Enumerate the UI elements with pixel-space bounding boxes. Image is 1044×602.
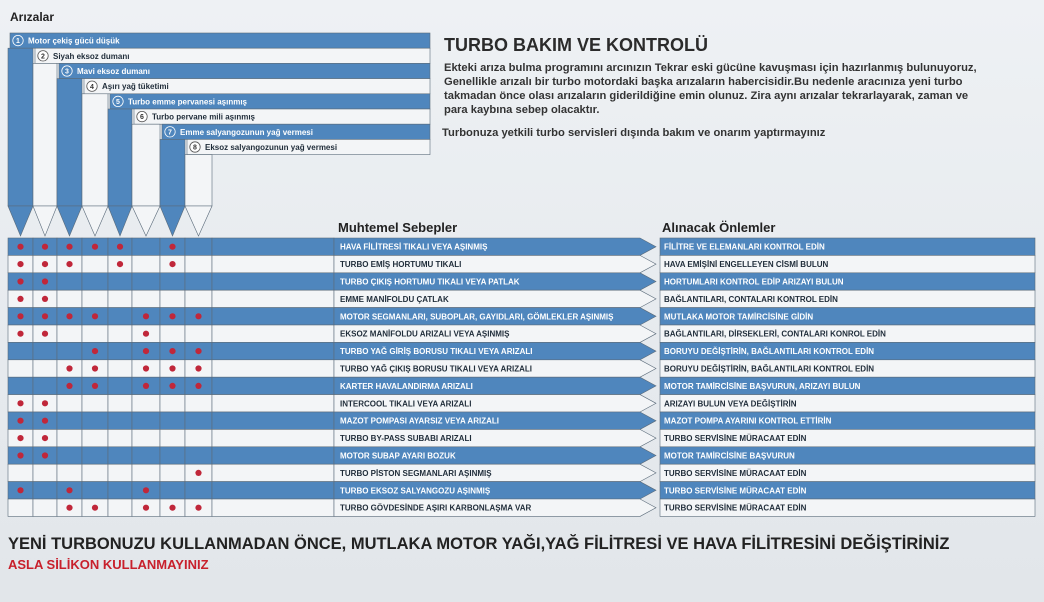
action-item [660, 395, 1035, 412]
fault-mark-dot [17, 278, 23, 284]
connector-bar [212, 377, 334, 394]
matrix-cell [160, 429, 185, 446]
cause-item [334, 464, 656, 481]
fault-mark-dot [195, 470, 201, 476]
fault-arrow [33, 206, 57, 236]
matrix-cell [33, 342, 57, 359]
fault-mark-dot [92, 244, 98, 250]
matrix-cell [132, 429, 160, 446]
fault-mark-dot [92, 348, 98, 354]
matrix-cell [82, 255, 108, 272]
fault-item [162, 124, 430, 139]
cause-label: TURBO BY-PASS SUBABI ARIZALI [340, 434, 472, 444]
matrix-cell [8, 377, 33, 394]
matrix-cell [160, 464, 185, 481]
matrix-cell [160, 290, 185, 307]
cause-label: EMME MANİFOLDU ÇATLAK [340, 294, 449, 304]
cause-label: MOTOR SUBAP AYARI BOZUK [340, 451, 456, 461]
fault-mark-dot [169, 313, 175, 319]
fault-item [134, 109, 430, 124]
fault-mark-dot [143, 348, 149, 354]
action-label: BAĞLANTILARI, DİRSEKLERİ, CONTALARI KONROL EDİN [664, 329, 886, 339]
cause-item [334, 412, 656, 429]
fault-mark-dot [42, 296, 48, 302]
connector-bar [212, 464, 334, 481]
action-item [660, 377, 1035, 394]
matrix-cell [82, 464, 108, 481]
matrix-cell [108, 342, 132, 359]
matrix-cell [160, 325, 185, 342]
fault-stem [108, 109, 132, 206]
action-item [660, 412, 1035, 429]
cause-item [334, 482, 656, 499]
matrix-cell [8, 342, 33, 359]
fault-mark-dot [66, 261, 72, 267]
actions-column [660, 238, 1035, 516]
fault-mark-dot [169, 383, 175, 389]
cause-item [334, 238, 656, 255]
action-item [660, 342, 1035, 359]
connector-bar [212, 429, 334, 446]
cause-item [334, 499, 656, 516]
cause-item [334, 342, 656, 359]
action-item [660, 360, 1035, 377]
fault-mark-dot [143, 505, 149, 511]
matrix-cell [185, 412, 212, 429]
description-line-2: Genellikle arızalı bir turbo motordaki başka arızaların habercisidir.Bu nedenle aracınıza yeni turbo [444, 76, 963, 88]
cause-item [334, 255, 656, 272]
fault-mark-dot [66, 383, 72, 389]
action-label: TURBO SERVİSİNE MÜRACAAT EDİN [664, 503, 807, 513]
fault-stem [33, 63, 57, 206]
matrix-cell [33, 464, 57, 481]
matrix-cell [160, 395, 185, 412]
matrix-cell [132, 273, 160, 290]
matrix-cell [57, 325, 82, 342]
connector-bar [212, 395, 334, 412]
matrix-cell [132, 412, 160, 429]
fault-mark-dot [17, 400, 23, 406]
matrix-row [8, 360, 334, 377]
matrix-cell [132, 447, 160, 464]
cause-item [334, 290, 656, 307]
action-label: HORTUMLARI KONTROL EDİP ARIZAYI BULUN [664, 277, 844, 287]
action-item [660, 273, 1035, 290]
matrix-row [8, 412, 334, 429]
matrix-row [8, 325, 334, 342]
connector-bar [212, 325, 334, 342]
fault-mark-dot [17, 331, 23, 337]
fault-mark-dot [66, 244, 72, 250]
connector-bar [212, 342, 334, 359]
matrix-cell [185, 325, 212, 342]
connector-bar [212, 308, 334, 325]
matrix-cell [108, 429, 132, 446]
fault-mark-dot [17, 487, 23, 493]
connector-bar [212, 482, 334, 499]
fault-mark-dot [195, 313, 201, 319]
matrix-cell [108, 447, 132, 464]
fault-mark-dot [42, 435, 48, 441]
matrix-row [8, 308, 334, 325]
fault-list [8, 33, 430, 236]
fault-mark-dot [17, 244, 23, 250]
fault-mark-dot [143, 331, 149, 337]
fault-mark-dot [195, 348, 201, 354]
matrix-cell [185, 255, 212, 272]
cause-label: HAVA FİLİTRESİ TIKALI VEYA AŞINMIŞ [340, 242, 488, 252]
cause-label: TURBO GÖVDESİNDE AŞIRI KARBONLAŞMA VAR [340, 503, 532, 513]
action-item [660, 325, 1035, 342]
fault-stem [57, 79, 82, 206]
fault-mark-dot [169, 261, 175, 267]
fault-label: Mavi eksoz dumanı [77, 67, 150, 76]
service-note: Turbonuza yetkili turbo servisleri dışında bakım ve onarım yaptırmayınız [442, 127, 826, 139]
matrix-cell [57, 429, 82, 446]
cause-label: TURBO EMİŞ HORTUMU TIKALI [340, 260, 462, 270]
matrix-cell [185, 290, 212, 307]
fault-label: Siyah eksoz dumanı [53, 51, 130, 61]
fault-number: 7 [168, 129, 172, 137]
matrix-row [8, 464, 334, 481]
fault-mark-dot [92, 365, 98, 371]
matrix-row [8, 238, 334, 255]
matrix-cell [185, 395, 212, 412]
connector-bar [212, 412, 334, 429]
matrix-cell [82, 412, 108, 429]
fault-item [187, 139, 430, 154]
fault-mark-dot [17, 313, 23, 319]
fault-mark-dot [195, 383, 201, 389]
matrix-cell [185, 273, 212, 290]
fault-stem [185, 155, 212, 206]
fault-mark-dot [42, 400, 48, 406]
fault-mark-dot [42, 261, 48, 267]
connector-bar [212, 255, 334, 272]
cause-label: TURBO PİSTON SEGMANLARI AŞINMIŞ [340, 468, 492, 478]
cause-item [334, 308, 656, 325]
fault-arrow [185, 206, 212, 236]
fault-label: Turbo pervane mili aşınmış [152, 112, 255, 122]
matrix-row [8, 273, 334, 290]
matrix-cell [33, 377, 57, 394]
matrix-cell [185, 429, 212, 446]
fault-label: Turbo emme pervanesi aşınmış [128, 97, 248, 107]
matrix-row [8, 395, 334, 412]
fault-number: 3 [65, 68, 69, 76]
fault-mark-dot [92, 505, 98, 511]
matrix-cell [82, 447, 108, 464]
fault-arrow [82, 206, 108, 236]
action-item [660, 482, 1035, 499]
action-label: ARIZAYI BULUN VEYA DEĞİŞTİRİN [664, 399, 797, 409]
cause-label: TURBO YAĞ GİRİŞ BORUSU TIKALI VEYA ARIZALI [340, 347, 533, 357]
matrix-row [8, 482, 334, 499]
matrix-cell [132, 238, 160, 255]
action-label: BORUYU DEĞİŞTİRİN, BAĞLANTILARI KONTROL EDİN [664, 364, 875, 374]
fault-mark-dot [17, 435, 23, 441]
fault-item [10, 33, 430, 48]
fault-arrow [57, 206, 82, 236]
cause-label: KARTER HAVALANDIRMA ARIZALI [340, 381, 473, 391]
cause-label: MAZOT POMPASI AYARSIZ VEYA ARIZALI [340, 416, 499, 426]
fault-label: Motor çekiş gücü düşük [28, 36, 120, 46]
matrix-cell [108, 325, 132, 342]
matrix-cell [132, 464, 160, 481]
action-item [660, 290, 1035, 307]
action-label: MUTLAKA MOTOR TAMİRCİSİNE GİDİN [664, 312, 814, 322]
fault-arrow [108, 206, 132, 236]
fault-mark-dot [42, 418, 48, 424]
matrix-cell [57, 342, 82, 359]
fault-mark-dot [17, 452, 23, 458]
fault-label: Eksoz salyangozunun yağ vermesi [205, 143, 338, 152]
action-label: MOTOR TAMİRCİSİNE BAŞVURUN, ARIZAYI BULUN [664, 381, 861, 391]
fault-mark-dot [66, 505, 72, 511]
cause-item [334, 447, 656, 464]
action-item [660, 255, 1035, 272]
action-label: MAZOT POMPA AYARINI KONTROL ETTİRİN [664, 416, 832, 426]
cause-label: TURBO ÇIKIŞ HORTUMU TIKALI VEYA PATLAK [340, 277, 520, 287]
cause-label: TURBO YAĞ ÇIKIŞ BORUSU TIKALI VEYA ARIZALI [340, 364, 533, 374]
fault-mark-dot [143, 487, 149, 493]
matrix-cell [132, 290, 160, 307]
faults-section-label: Arızalar [10, 10, 55, 24]
action-label: BAĞLANTILARI, CONTALARI KONTROL EDİN [664, 294, 838, 304]
fault-arrow [160, 206, 185, 236]
fault-mark-dot [42, 278, 48, 284]
matrix-cell [132, 255, 160, 272]
fault-item [59, 63, 430, 78]
matrix-cell [82, 482, 108, 499]
fault-number: 4 [90, 83, 94, 91]
fault-mark-dot [66, 487, 72, 493]
page-title: TURBO BAKIM VE KONTROLÜ [444, 35, 708, 55]
action-item [660, 499, 1035, 516]
matrix-row [8, 499, 334, 516]
matrix-cell [57, 447, 82, 464]
matrix-cell [185, 447, 212, 464]
fault-number: 6 [140, 114, 144, 122]
matrix-cell [160, 273, 185, 290]
fault-mark-dot [169, 365, 175, 371]
matrix-cell [57, 273, 82, 290]
fault-label: Aşırı yağ tüketimi [102, 82, 169, 92]
description-line-1: Ekteki arıza bulma programını arcınızın Tekrar eski gücüne kavuşması için hazırlanmış bulunuyoruz, [444, 62, 977, 74]
matrix-cell [57, 290, 82, 307]
connector-bar [212, 447, 334, 464]
fault-number: 2 [41, 53, 45, 61]
matrix-row [8, 447, 334, 464]
actions-header: Alınacak Önlemler [662, 220, 776, 235]
connector-bar [212, 290, 334, 307]
action-label: FİLİTRE VE ELEMANLARI KONTROL EDİN [664, 242, 825, 252]
cause-item [334, 360, 656, 377]
fault-mark-dot [42, 313, 48, 319]
matrix-cell [108, 395, 132, 412]
matrix-cell [33, 482, 57, 499]
matrix-row [8, 429, 334, 446]
action-item [660, 238, 1035, 255]
fault-mark-dot [17, 261, 23, 267]
fault-mark-dot [92, 383, 98, 389]
matrix-row [8, 255, 334, 272]
connector-bar [212, 238, 334, 255]
action-item [660, 464, 1035, 481]
fault-mark-dot [42, 452, 48, 458]
footer-warning: YENİ TURBONUZU KULLANMADAN ÖNCE, MUTLAKA MOTOR YAĞI,YAĞ FİLİTRESİ VE HAVA FİLİTRESİNİ DEĞİŞTİRİNİZ [8, 535, 950, 553]
footer-caution: ASLA SİLİKON KULLANMAYINIZ [8, 557, 209, 572]
action-item [660, 447, 1035, 464]
matrix-row [8, 377, 334, 394]
matrix-cell [82, 325, 108, 342]
matrix-cell [108, 412, 132, 429]
action-label: MOTOR TAMİRCİSİNE BAŞVURUN [664, 451, 795, 461]
fault-mark-dot [66, 365, 72, 371]
cause-label: TURBO EKSOZ SALYANGOZU AŞINMIŞ [340, 486, 491, 496]
matrix-cell [57, 464, 82, 481]
cause-item [334, 429, 656, 446]
matrix-cell [108, 464, 132, 481]
fault-matrix [8, 238, 334, 516]
matrix-cell [8, 360, 33, 377]
matrix-cell [57, 412, 82, 429]
matrix-cell [108, 499, 132, 516]
cause-label: INTERCOOL TIKALI VEYA ARIZALI [340, 399, 472, 409]
fault-mark-dot [143, 383, 149, 389]
fault-stem [8, 48, 33, 206]
fault-number: 8 [193, 144, 197, 152]
connector-bar [212, 499, 334, 516]
fault-label: Emme salyangozunun yağ vermesi [180, 127, 313, 137]
matrix-row [8, 290, 334, 307]
fault-mark-dot [17, 296, 23, 302]
action-item [660, 308, 1035, 325]
connector-bar [212, 360, 334, 377]
fault-mark-dot [143, 365, 149, 371]
fault-number: 5 [116, 99, 120, 106]
action-item [660, 429, 1035, 446]
action-label: TURBO SERVİSİNE MÜRACAAT EDİN [664, 468, 807, 478]
causes-column [334, 238, 656, 516]
cause-label: MOTOR SEGMANLARI, SUBOPLAR, GAYIDLARI, GÖMLEKLER AŞINMIŞ [340, 312, 614, 322]
description-line-4: para kaybına sebep olacaktır. [444, 104, 600, 116]
matrix-cell [108, 360, 132, 377]
matrix-cell [82, 290, 108, 307]
matrix-cell [108, 482, 132, 499]
matrix-cell [82, 429, 108, 446]
matrix-cell [82, 273, 108, 290]
causes-header: Muhtemel Sebepler [338, 220, 458, 235]
fault-stem [160, 139, 185, 206]
fault-mark-dot [195, 365, 201, 371]
matrix-cell [33, 499, 57, 516]
fault-mark-dot [117, 244, 123, 250]
fault-mark-dot [169, 348, 175, 354]
matrix-cell [33, 360, 57, 377]
matrix-cell [160, 482, 185, 499]
fault-mark-dot [92, 313, 98, 319]
matrix-cell [108, 290, 132, 307]
action-label: TURBO SERVİSİNE MÜRACAAT EDİN [664, 486, 807, 496]
description-line-3: takmadan önce olası arızaların giderildiğine emin olunuz. Zira aynı arızalar tekrarlayarak, zaman ve [444, 90, 969, 102]
matrix-cell [108, 273, 132, 290]
fault-mark-dot [17, 418, 23, 424]
matrix-cell [57, 395, 82, 412]
fault-number: 1 [16, 38, 20, 46]
matrix-cell [8, 464, 33, 481]
fault-arrow [8, 206, 33, 236]
matrix-cell [132, 395, 160, 412]
fault-mark-dot [117, 261, 123, 267]
cause-item [334, 395, 656, 412]
matrix-cell [160, 412, 185, 429]
matrix-cell [8, 499, 33, 516]
action-label: BORUYU DEĞİŞTİRİN, BAĞLANTILARI KONTROL EDİN [664, 347, 875, 357]
matrix-row [8, 342, 334, 359]
action-label: HAVA EMİŞİNİ ENGELLEYEN CİSMİ BULUN [664, 260, 829, 270]
fault-mark-dot [42, 331, 48, 337]
fault-item [35, 48, 430, 63]
fault-mark-dot [143, 313, 149, 319]
fault-mark-dot [66, 313, 72, 319]
fault-mark-dot [195, 505, 201, 511]
connector-bar [212, 273, 334, 290]
action-label: TURBO SERVİSİNE MÜRACAAT EDİN [664, 434, 807, 444]
matrix-cell [108, 308, 132, 325]
fault-stem [132, 124, 160, 206]
matrix-cell [185, 482, 212, 499]
matrix-cell [185, 238, 212, 255]
fault-mark-dot [169, 244, 175, 250]
fault-arrow [132, 206, 160, 236]
matrix-cell [160, 447, 185, 464]
fault-item [84, 79, 430, 94]
cause-item [334, 325, 656, 342]
matrix-cell [82, 395, 108, 412]
fault-mark-dot [42, 244, 48, 250]
cause-item [334, 377, 656, 394]
fault-stem [82, 94, 108, 206]
cause-item [334, 273, 656, 290]
cause-label: EKSOZ MANİFOLDU ARIZALI VEYA AŞINMIŞ [340, 329, 510, 339]
fault-item [110, 94, 430, 109]
fault-mark-dot [169, 505, 175, 511]
matrix-cell [108, 377, 132, 394]
